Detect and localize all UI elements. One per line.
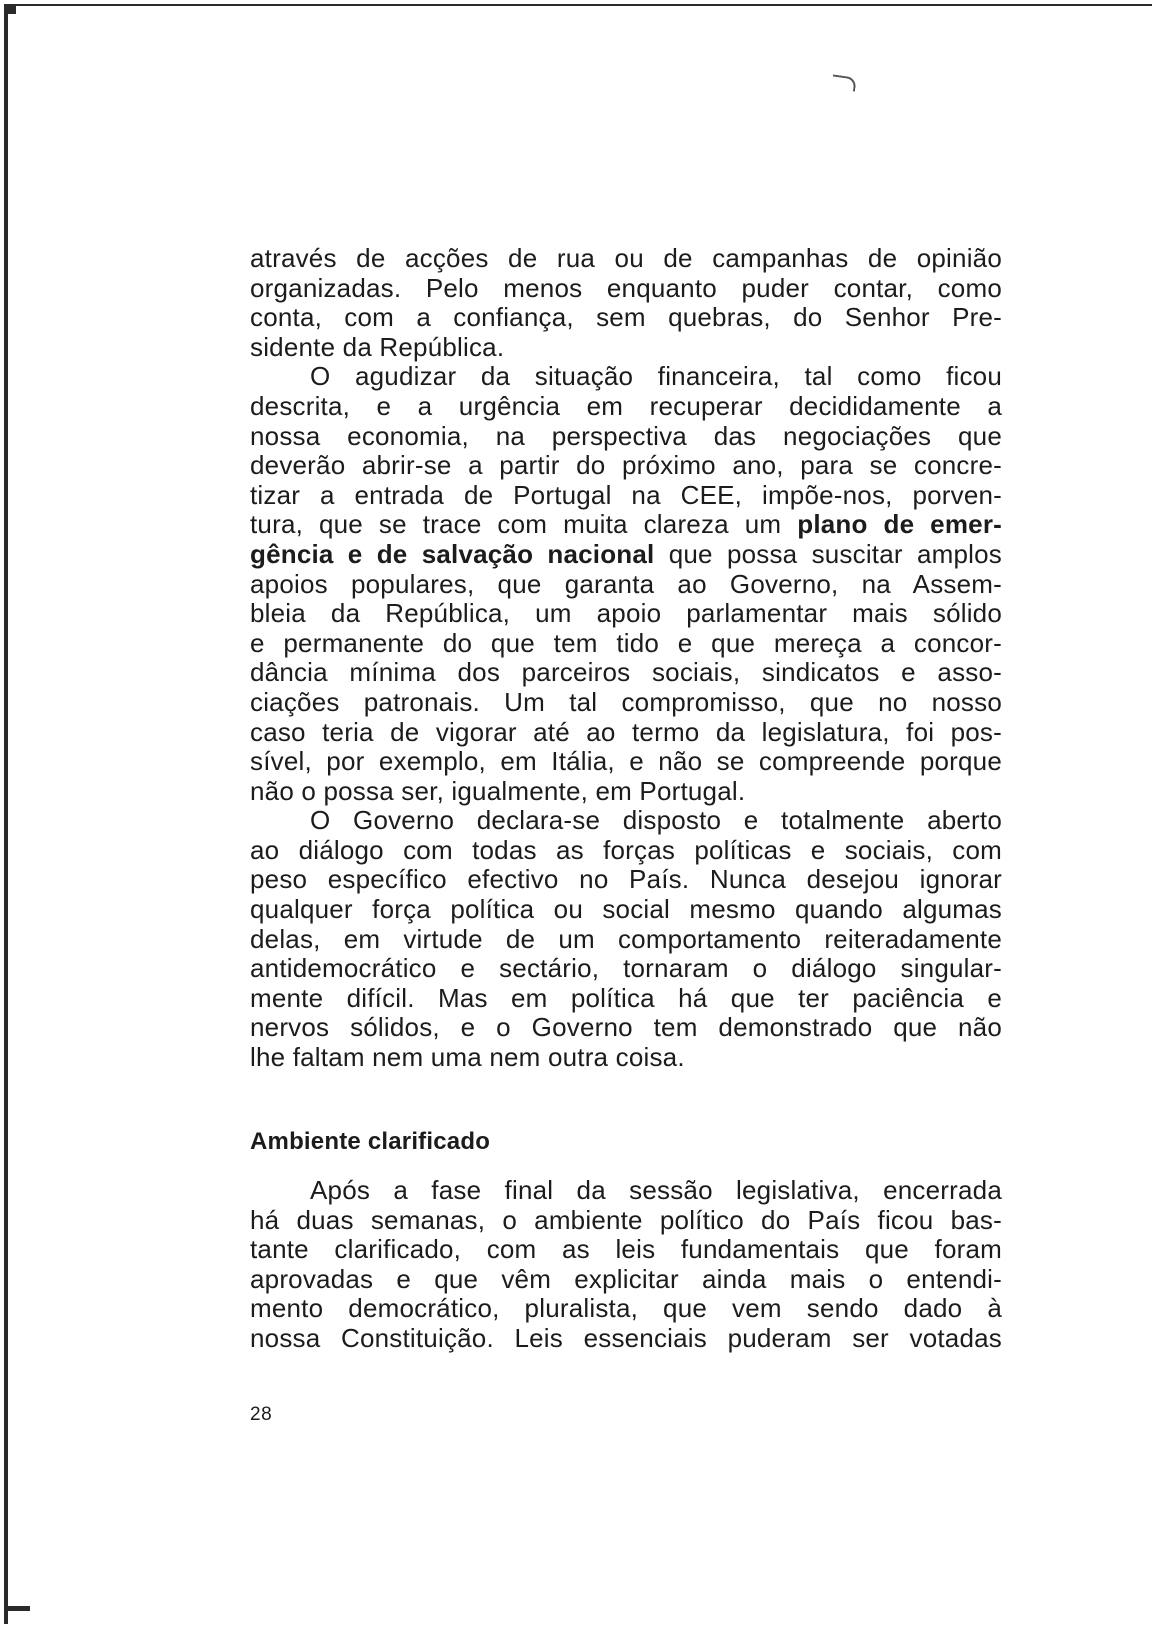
text-line: através de acções de rua ou de campanhas de opinião [250, 243, 1002, 273]
text-line: caso teria de vigorar até ao termo da legislatura, foi pos- [250, 716, 1002, 747]
scan-edge-corner-top [4, 4, 16, 14]
text-line: não o possa ser, igualmente, em Portugal. [250, 775, 746, 806]
text-line: delas, em virtude de um comportamento reiteradamente [250, 923, 1002, 954]
scan-mark [831, 74, 857, 91]
bold-phrase: plano de emer- [797, 509, 1003, 540]
text-line: apoios populares, que garanta ao Governo, na Assem- [250, 568, 1002, 599]
text-line: nossa Constituição. Leis essenciais puderam ser votadas [250, 1322, 1002, 1353]
text-line: tante clarificado, com as leis fundamentais que foram [250, 1234, 1002, 1265]
text-line: organizadas. Pelo menos enquanto puder contar, como [250, 272, 1002, 303]
text-line: sível, por exemplo, em Itália, e não se compreende porque [250, 746, 1002, 777]
text-line: e permanente do que tem tido e que mereça a concor- [250, 627, 1002, 658]
text-line [250, 540, 1002, 570]
text-line: bleia da República, um apoio parlamentar mais sólido [250, 598, 1002, 629]
text-line: há duas semanas, o ambiente político do País ficou bas- [250, 1204, 1002, 1235]
scan-edge-left [4, 4, 8, 1624]
text-line: ao diálogo com todas as forças políticas e sociais, com [250, 834, 1002, 865]
text-line: ciações patronais. Um tal compromisso, que no nosso [250, 686, 1002, 717]
body-text [250, 244, 1002, 1073]
scan-edge-top [4, 4, 1152, 6]
text-line: mente difícil. Mas em política há que ter paciência e [250, 982, 1002, 1013]
text-line: qualquer força política ou social mesmo quando algumas [250, 894, 1002, 925]
text-line: Após a fase final da sessão legislativa, encerrada [310, 1175, 1002, 1205]
text-line: O agudizar da situação financeira, tal como ficou [310, 361, 1002, 392]
section-text [250, 1176, 1002, 1354]
text-line: O Governo declara-se disposto e totalmente aberto [310, 805, 1002, 836]
text-line: dância mínima dos parceiros sociais, sindicatos e asso- [250, 657, 1002, 688]
text-line: antidemocrático e sectário, tornaram o diálogo singular- [250, 953, 1002, 984]
text-line: tizar a entrada de Portugal na CEE, impõe-nos, porven- [250, 479, 1002, 510]
page-number: 28 [250, 1404, 273, 1425]
text-line: conta, com a confiança, sem quebras, do Senhor Pre- [250, 302, 1002, 333]
text-line: lhe faltam nem uma nem outra coisa. [250, 1042, 685, 1073]
text-line: aprovadas e que vêm explicitar ainda mais o entendi- [250, 1263, 1002, 1294]
text-line: nossa economia, na perspectiva das negociações que [250, 420, 1002, 451]
text-line: sidente da República. [250, 331, 505, 362]
text-line: peso específico efectivo no País. Nunca desejou ignorar [250, 864, 1002, 895]
text-run: que possa suscitar amplos [654, 538, 1003, 569]
text-line: deverão abrir-se a partir do próximo ano, para se concre- [250, 450, 1002, 481]
section-heading: Ambiente clarificado [250, 1128, 491, 1155]
text-line: nervos sólidos, e o Governo tem demonstrado que não [250, 1012, 1002, 1043]
text-line: mento democrático, pluralista, que vem sendo dado à [250, 1293, 1002, 1324]
scan-edge-corner-bottom [4, 1606, 30, 1611]
text-line [250, 510, 1002, 540]
text-run: tura, que se trace com muita clareza um [250, 509, 798, 540]
text-line: descrita, e a urgência em recuperar decididamente a [250, 390, 1002, 421]
bold-phrase: gência e de salvação nacional [250, 538, 655, 569]
